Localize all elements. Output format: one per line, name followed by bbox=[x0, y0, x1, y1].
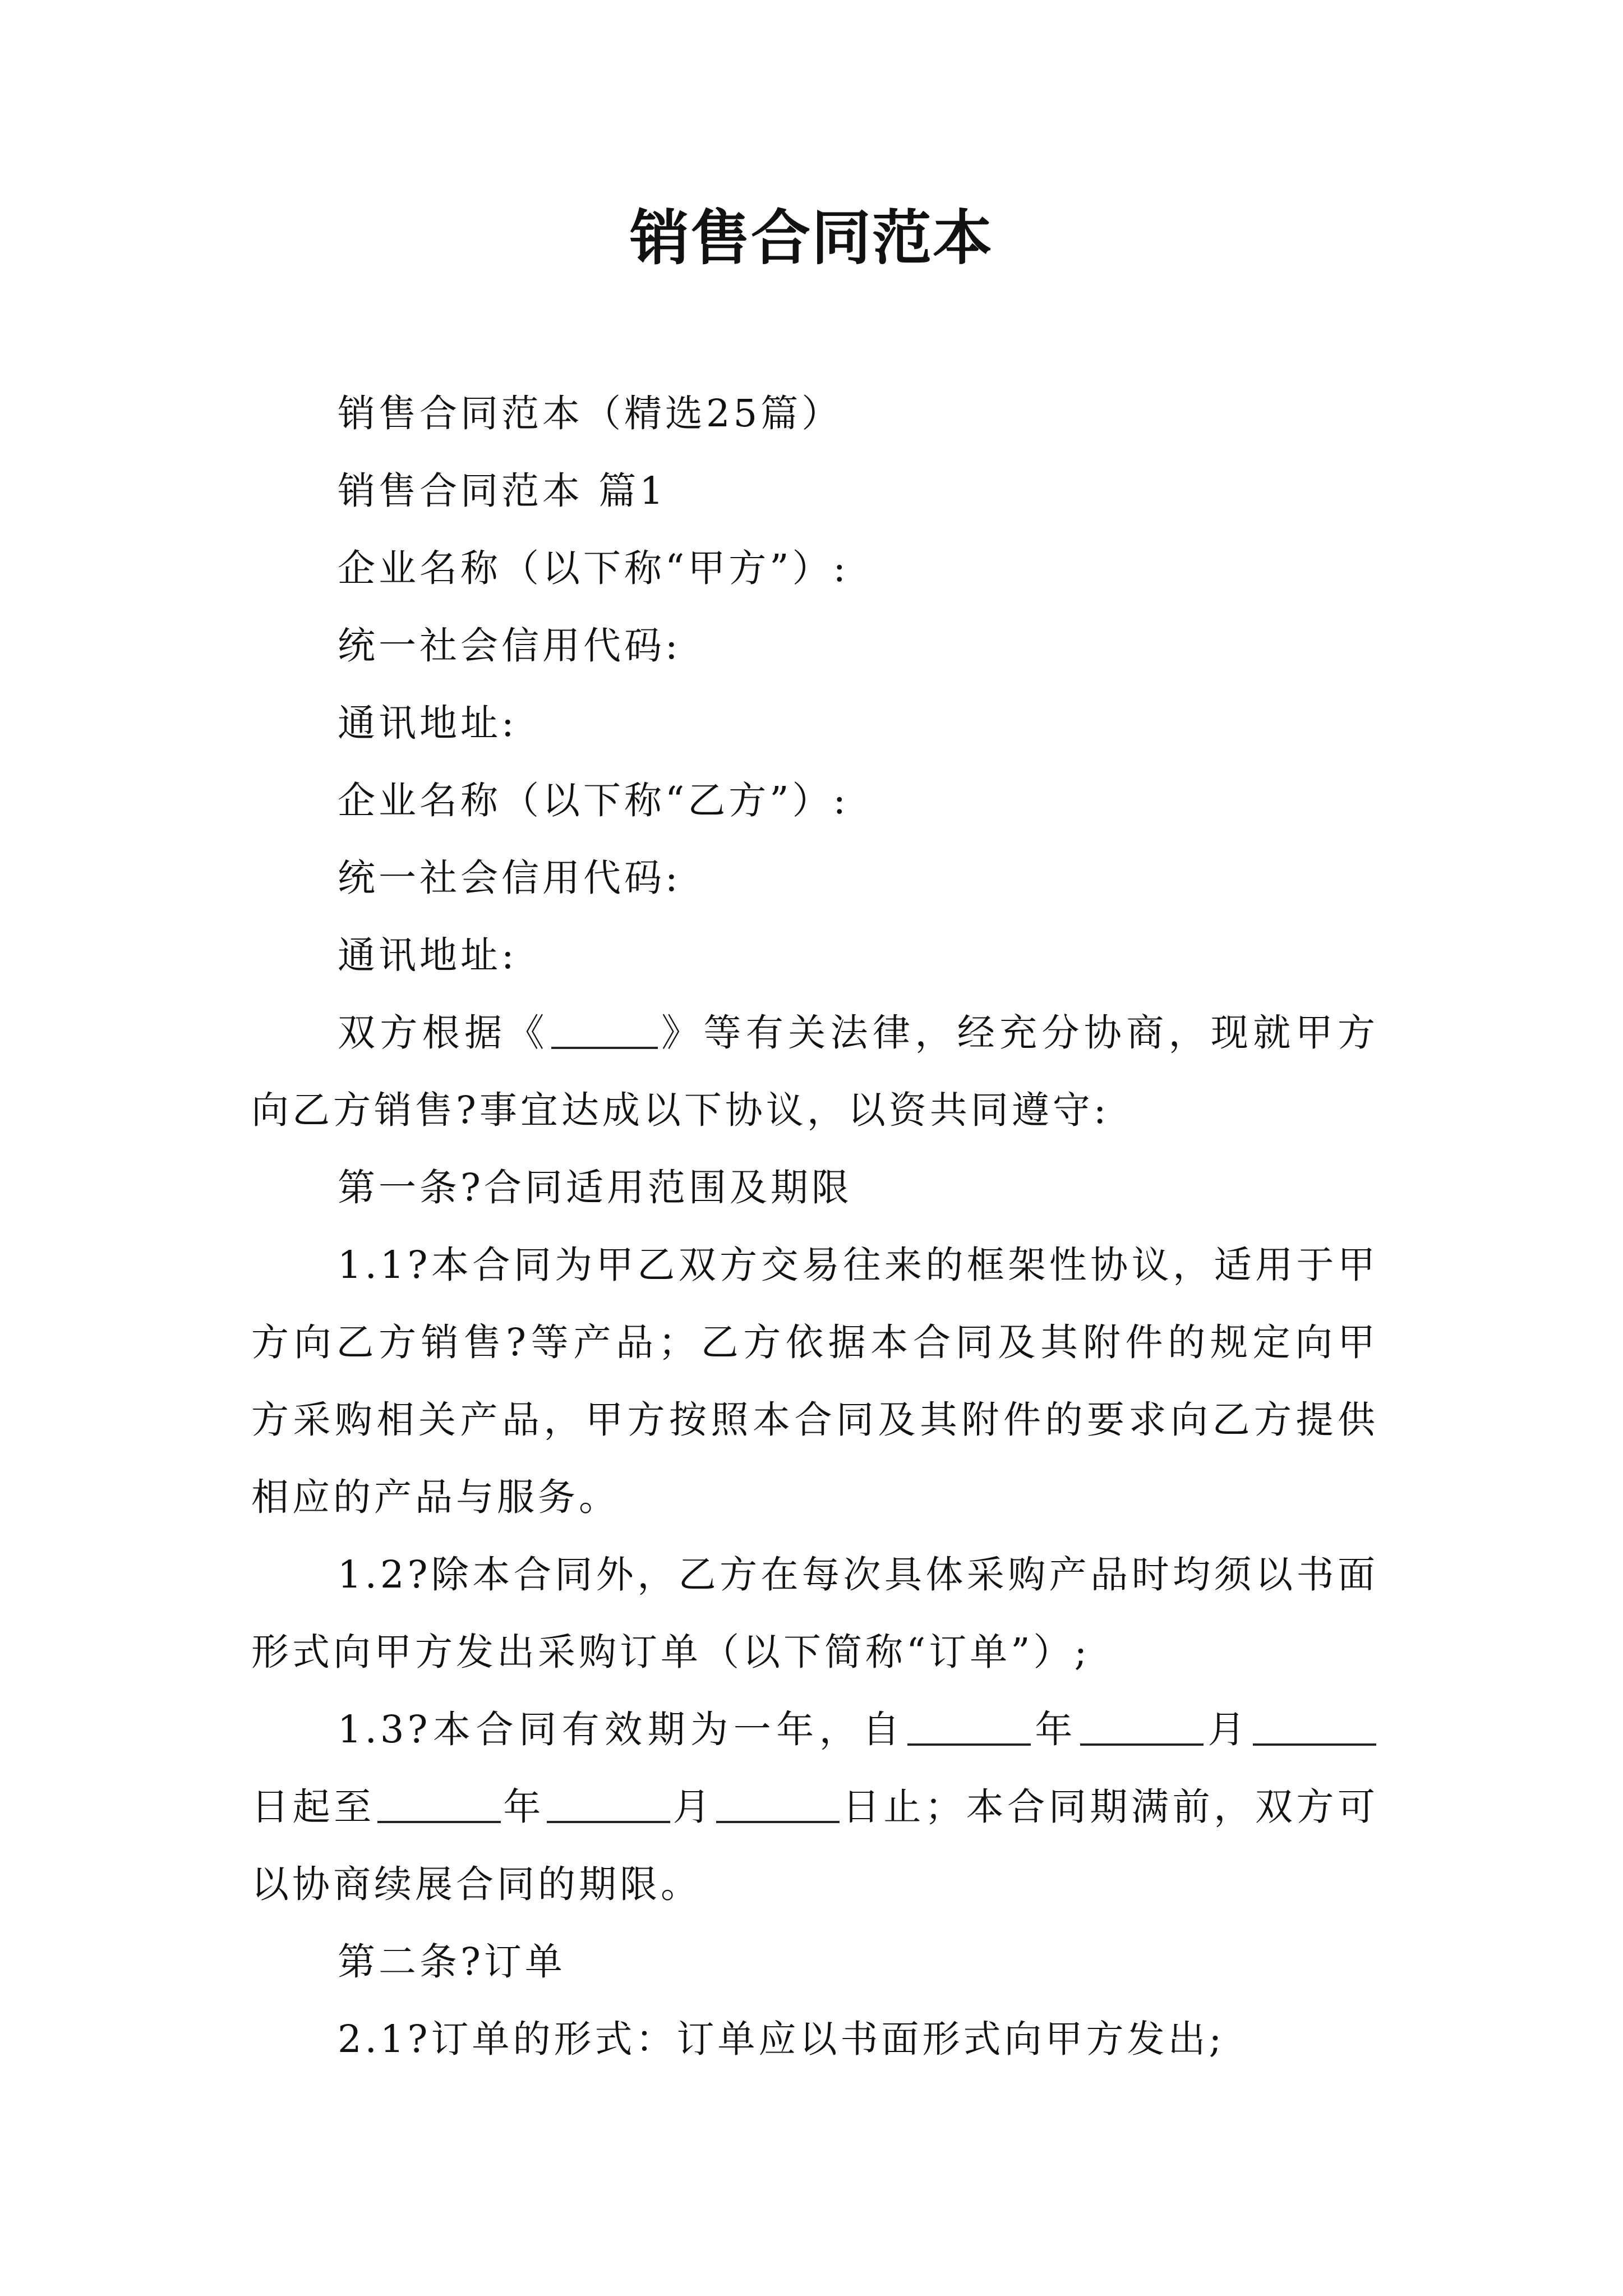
end-day-blank bbox=[716, 1780, 840, 1823]
paragraph-clause-1-1: 1.1?本合同为甲乙双方交易往来的框架性协议，适用于甲方向乙方销售?等产品；乙方依据本合同及其附件的规定向甲方采购相关产品，甲方按照本合同及其附件的要求向乙方提供相应的产品与服务。 bbox=[251, 1243, 1378, 1519]
paragraph-chapter-heading: 销售合同范本 篇1 bbox=[338, 469, 667, 513]
month-label: 月 bbox=[1205, 1708, 1251, 1751]
year-label: 年 bbox=[1032, 1708, 1078, 1751]
start-year-blank bbox=[907, 1703, 1031, 1746]
end-year-blank bbox=[377, 1780, 501, 1823]
end-month-blank bbox=[547, 1780, 670, 1823]
document-title: 销售合同范本 bbox=[630, 204, 993, 273]
start-month-blank bbox=[1080, 1703, 1204, 1746]
start-day-blank bbox=[1253, 1703, 1376, 1746]
paragraph-clause-1-2: 1.2?除本合同外，乙方在每次具体采购产品时均须以书面形式向甲方发出采购订单（以下简称“订单”）; bbox=[251, 1553, 1378, 1674]
paragraph-party-a-address: 通讯地址: bbox=[338, 701, 518, 745]
paragraph-party-b-address: 通讯地址: bbox=[338, 933, 518, 977]
clause-1-3-text: 1.3?本合同有效期为一年，自 bbox=[338, 1708, 905, 1751]
day-label: 日起至 bbox=[251, 1785, 375, 1829]
paragraph-subtitle: 销售合同范本（精选25篇） bbox=[338, 392, 843, 435]
paragraph-party-b-name: 企业名称（以下称“乙方”）: bbox=[338, 779, 850, 822]
paragraph-article-2-heading: 第二条?订单 bbox=[338, 1940, 566, 1984]
paragraph-clause-2-1: 2.1?订单的形式：订单应以书面形式向甲方发出; bbox=[338, 2017, 1225, 2061]
year-label: 年 bbox=[502, 1785, 545, 1829]
paragraph-clause-1-3 bbox=[251, 1691, 1378, 1923]
paragraph-agreement-basis bbox=[251, 994, 1378, 1149]
paragraph-article-1-heading: 第一条?合同适用范围及期限 bbox=[338, 1166, 852, 1209]
law-name-blank bbox=[551, 1006, 658, 1049]
paragraph-party-a-name: 企业名称（以下称“甲方”）: bbox=[338, 546, 850, 590]
clause-1-3-text-end: 日止；本合同期满前，双方可以协商续展合同的期限。 bbox=[251, 1785, 1379, 1906]
paragraph-party-b-credit-code: 统一社会信用代码: bbox=[338, 856, 681, 900]
agreement-basis-text-end: 》等有关法律，经充分协商，现就甲方向乙方销售?事宜达成以下协议，以资共同遵守: bbox=[251, 1011, 1379, 1132]
document-body bbox=[251, 375, 1378, 2078]
agreement-basis-text-start: 双方根据《 bbox=[338, 1011, 549, 1055]
paragraph-party-a-credit-code: 统一社会信用代码: bbox=[338, 624, 681, 668]
month-label: 月 bbox=[672, 1785, 714, 1829]
